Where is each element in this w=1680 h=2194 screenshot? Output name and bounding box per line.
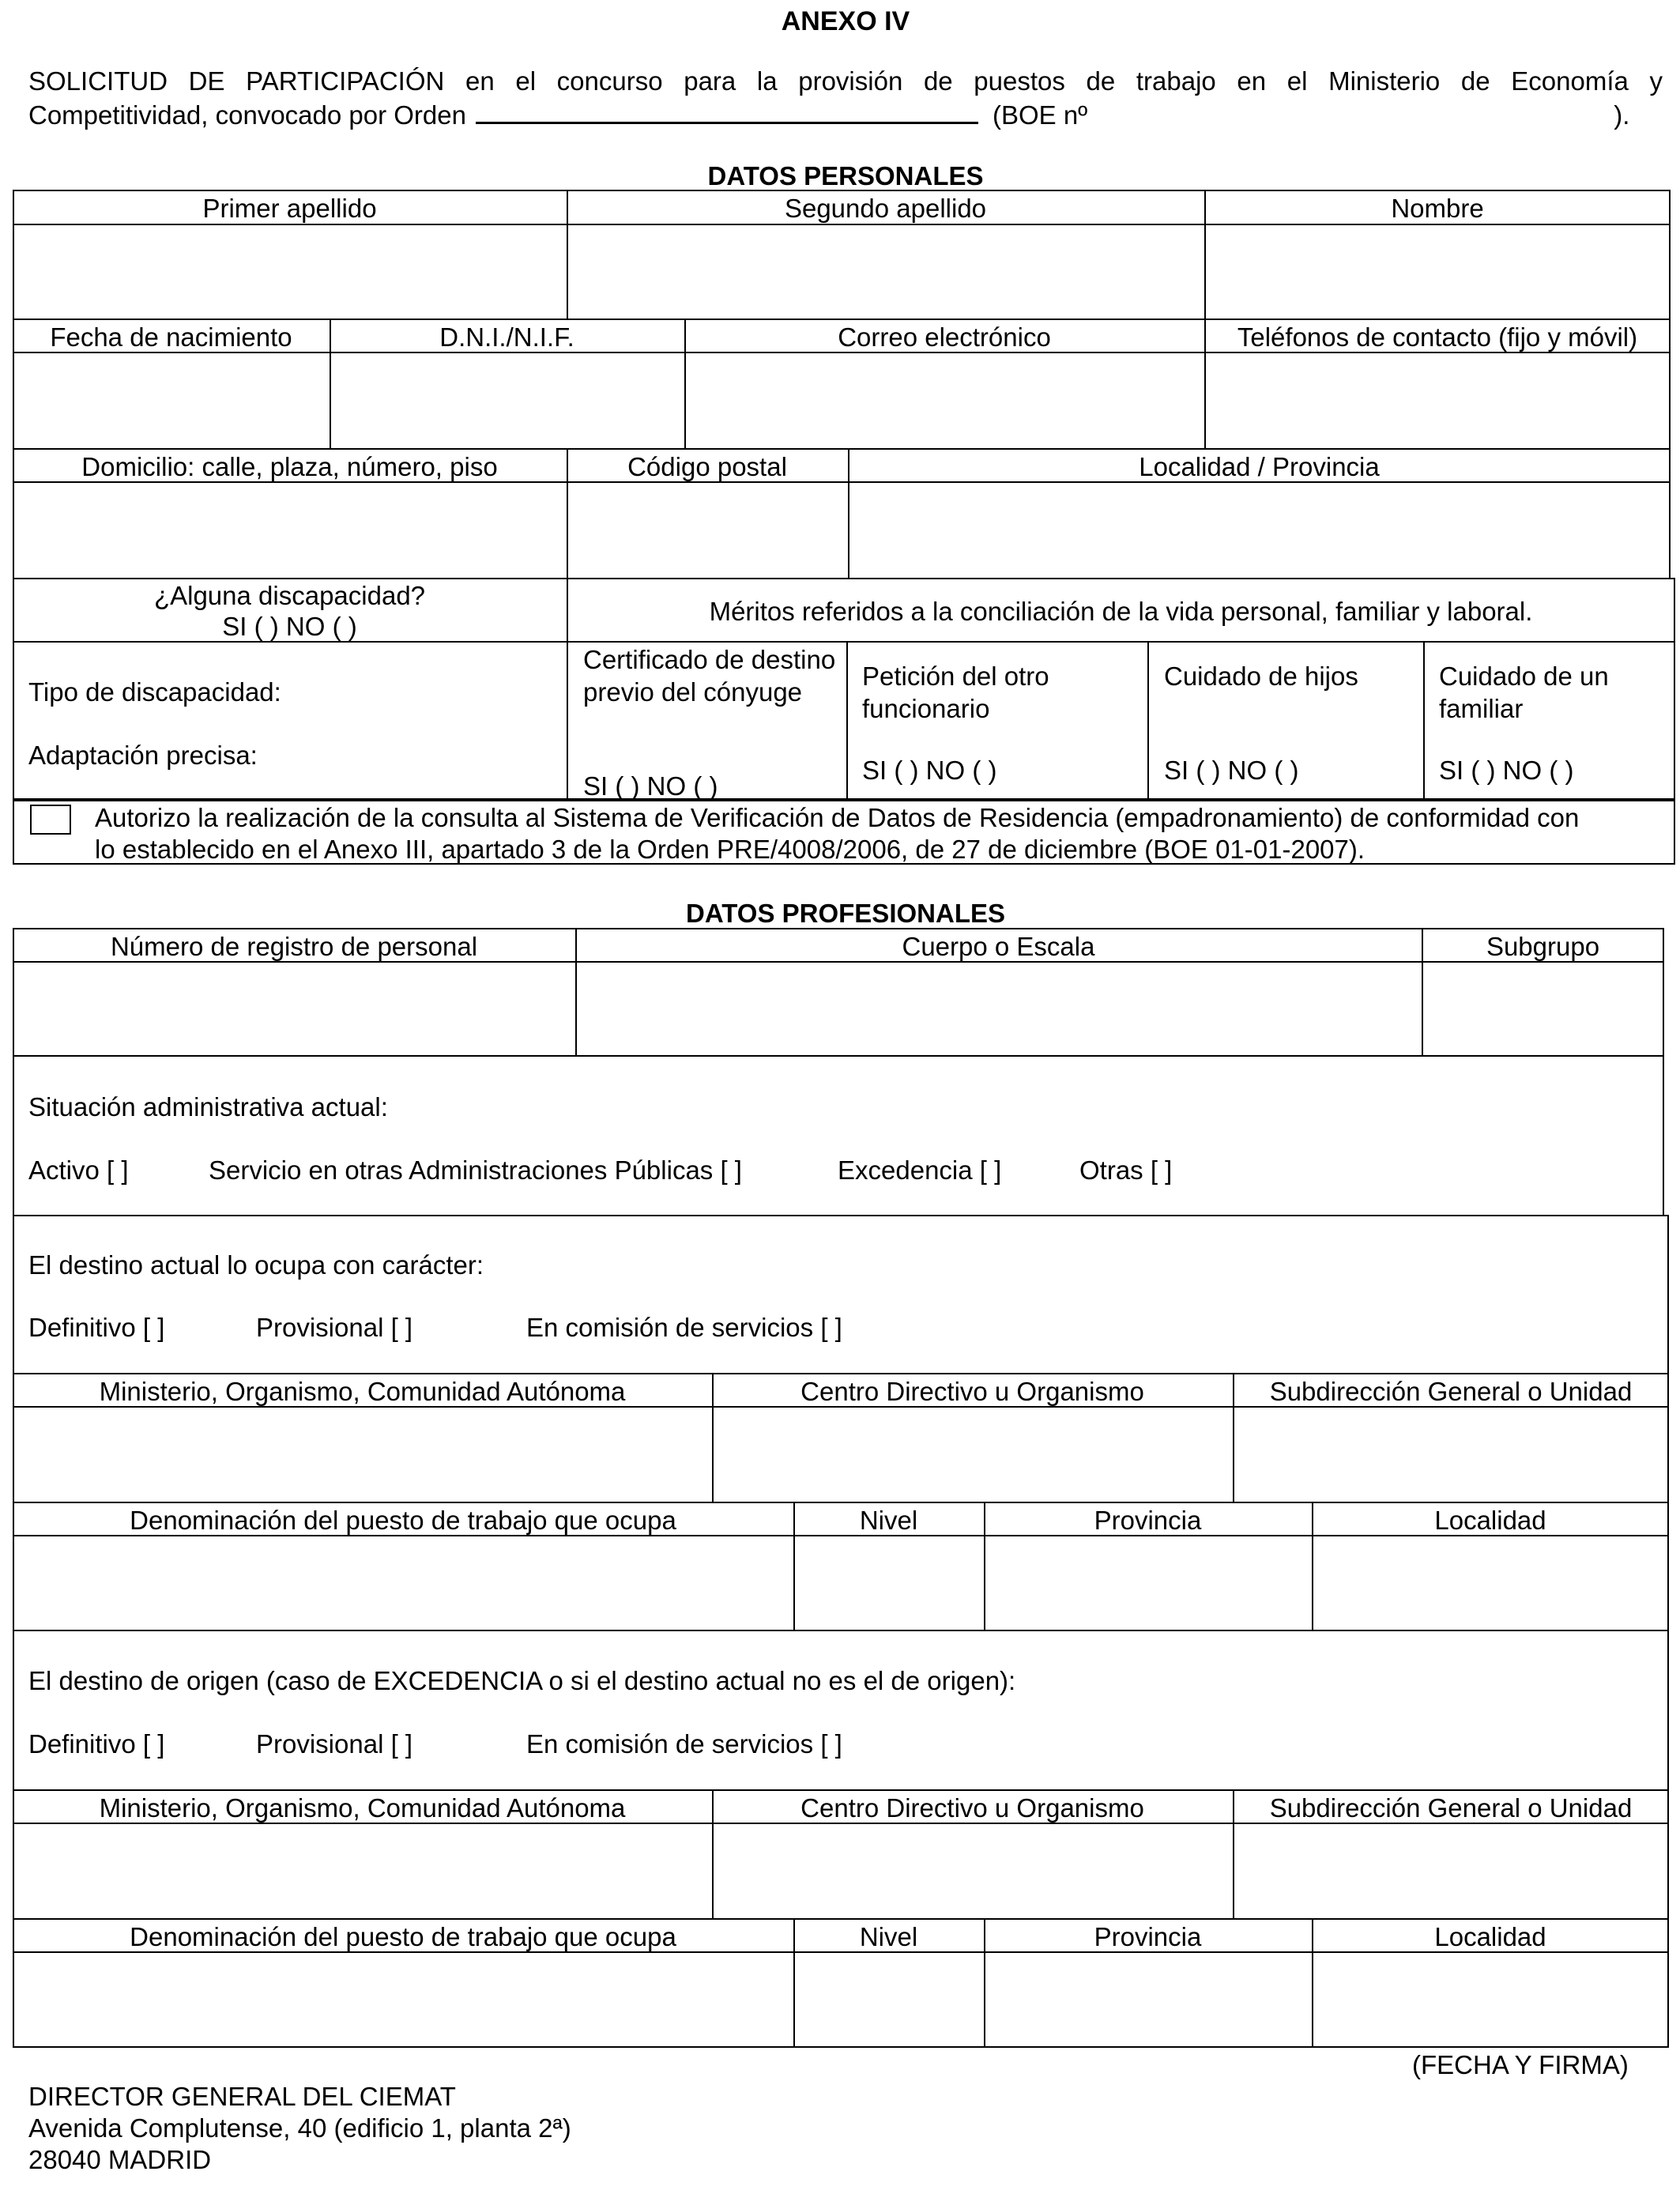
codigo-postal-field[interactable] bbox=[568, 483, 846, 578]
autorizo-checkbox[interactable] bbox=[30, 805, 71, 835]
correo-label: Correo electrónico bbox=[838, 322, 1051, 352]
actual-denominacion-label: Denominación del puesto de trabajo que ocupa bbox=[130, 1506, 676, 1535]
nrp-field[interactable] bbox=[14, 963, 574, 1055]
page-title: ANEXO IV bbox=[781, 6, 910, 36]
origen-centro-label: Centro Directivo u Organismo bbox=[800, 1793, 1144, 1823]
orden-field[interactable] bbox=[476, 98, 978, 124]
situacion-activo[interactable]: Activo [ ] bbox=[28, 1155, 129, 1185]
certificado-label: Certificado de destino previo del cónyuge bbox=[583, 645, 836, 707]
origen-nivel-label: Nivel bbox=[859, 1922, 918, 1951]
domicilio-label: Domicilio: calle, plaza, número, piso bbox=[81, 452, 498, 481]
subgrupo-field[interactable] bbox=[1423, 963, 1663, 1055]
destino-actual-comision[interactable]: En comisión de servicios [ ] bbox=[526, 1313, 842, 1342]
actual-centro-field[interactable] bbox=[714, 1408, 1231, 1500]
actual-centro-label: Centro Directivo u Organismo bbox=[800, 1377, 1144, 1406]
meritos-heading: Méritos referidos a la conciliación de la vida personal, familiar y laboral. bbox=[709, 597, 1533, 626]
actual-ministerio-label: Ministerio, Organismo, Comunidad Autónoma bbox=[99, 1377, 626, 1406]
origen-provincia-field[interactable] bbox=[985, 1953, 1310, 2046]
origen-localidad-field[interactable] bbox=[1313, 1953, 1667, 2046]
origen-ministerio-field[interactable] bbox=[14, 1824, 710, 1917]
destino-actual-provisional[interactable]: Provisional [ ] bbox=[256, 1313, 413, 1342]
situacion-label: Situación administrativa actual: bbox=[28, 1092, 388, 1122]
primer-apellido-label: Primer apellido bbox=[202, 194, 377, 223]
origen-denominacion-label: Denominación del puesto de trabajo que ocupa bbox=[130, 1922, 676, 1951]
actual-ministerio-field[interactable] bbox=[14, 1408, 710, 1500]
actual-subdireccion-label: Subdirección General o Unidad bbox=[1269, 1377, 1633, 1406]
primer-apellido-field[interactable] bbox=[14, 225, 565, 317]
autorizo-text-line-2: lo establecido en el Anexo III, apartado 3 de la Orden PRE/4008/2006, de 27 de diciembre (BOE 01-01-2007). bbox=[95, 835, 1365, 864]
discapacidad-options[interactable]: SI ( ) NO ( ) bbox=[222, 612, 357, 641]
intro-close: ). bbox=[1614, 100, 1630, 130]
datos-profesionales-heading: DATOS PROFESIONALES bbox=[686, 899, 1005, 928]
origen-subdireccion-label: Subdirección General o Unidad bbox=[1269, 1793, 1633, 1823]
cuidado-familiar-options[interactable]: SI ( ) NO ( ) bbox=[1439, 756, 1574, 785]
actual-localidad-label: Localidad bbox=[1434, 1506, 1546, 1535]
address-line-2: Avenida Complutense, 40 (edificio 1, planta 2ª) bbox=[28, 2113, 571, 2143]
peticion-options[interactable]: SI ( ) NO ( ) bbox=[862, 756, 997, 785]
dni-field[interactable] bbox=[331, 353, 683, 447]
origen-nivel-field[interactable] bbox=[795, 1953, 982, 2046]
correo-field[interactable] bbox=[686, 353, 1203, 447]
cuerpo-label: Cuerpo o Escala bbox=[902, 932, 1095, 961]
codigo-postal-label: Código postal bbox=[627, 452, 787, 481]
destino-actual-definitivo[interactable]: Definitivo [ ] bbox=[28, 1313, 165, 1342]
fecha-firma-label: (FECHA Y FIRMA) bbox=[1412, 2050, 1629, 2079]
datos-personales-heading: DATOS PERSONALES bbox=[707, 161, 984, 190]
fecha-nacimiento-label: Fecha de nacimiento bbox=[50, 322, 292, 352]
discapacidad-question: ¿Alguna discapacidad? bbox=[153, 581, 426, 610]
adaptacion-label: Adaptación precisa: bbox=[28, 741, 258, 770]
localidad-provincia-label: Localidad / Provincia bbox=[1139, 452, 1380, 481]
subgrupo-label: Subgrupo bbox=[1486, 932, 1600, 961]
situacion-box bbox=[13, 1055, 1664, 1216]
destino-origen-definitivo[interactable]: Definitivo [ ] bbox=[28, 1729, 165, 1759]
destino-origen-comision[interactable]: En comisión de servicios [ ] bbox=[526, 1729, 842, 1759]
origen-denominacion-field[interactable] bbox=[14, 1953, 792, 2046]
segundo-apellido-label: Segundo apellido bbox=[784, 194, 987, 223]
destino-origen-label: El destino de origen (caso de EXCEDENCIA o si el destino actual no es el de origen): bbox=[28, 1666, 1016, 1695]
intro-orden-label: Competitividad, convocado por Orden bbox=[28, 100, 466, 130]
situacion-servicio[interactable]: Servicio en otras Administraciones Públicas [ ] bbox=[209, 1155, 742, 1185]
tipo-discapacidad-label: Tipo de discapacidad: bbox=[28, 677, 281, 707]
segundo-apellido-field[interactable] bbox=[568, 225, 1203, 317]
situacion-otras[interactable]: Otras [ ] bbox=[1079, 1155, 1173, 1185]
peticion-label: Petición del otro funcionario bbox=[862, 662, 1049, 724]
origen-ministerio-label: Ministerio, Organismo, Comunidad Autónoma bbox=[99, 1793, 626, 1823]
localidad-provincia-field[interactable] bbox=[849, 483, 1669, 578]
origen-localidad-label: Localidad bbox=[1434, 1922, 1546, 1951]
cuidado-hijos-label: Cuidado de hijos bbox=[1164, 662, 1358, 691]
destino-origen-box bbox=[13, 1630, 1669, 1791]
nrp-label: Número de registro de personal bbox=[110, 932, 478, 961]
nombre-field[interactable] bbox=[1206, 225, 1669, 317]
actual-provincia-label: Provincia bbox=[1094, 1506, 1202, 1535]
origen-centro-field[interactable] bbox=[714, 1824, 1231, 1917]
actual-provincia-field[interactable] bbox=[985, 1536, 1310, 1630]
origen-provincia-label: Provincia bbox=[1094, 1922, 1202, 1951]
cuerpo-field[interactable] bbox=[577, 963, 1420, 1055]
fecha-nacimiento-field[interactable] bbox=[14, 353, 328, 447]
actual-subdireccion-field[interactable] bbox=[1234, 1408, 1667, 1500]
address-line-3: 28040 MADRID bbox=[28, 2145, 212, 2174]
autorizo-text-line-1: Autorizo la realización de la consulta al Sistema de Verificación de Datos de Residencia (empadronamiento) de conformidad con bbox=[95, 803, 1580, 832]
intro-boe-label: (BOE nº bbox=[992, 100, 1088, 130]
cuidado-familiar-label: Cuidado de un familiar bbox=[1439, 662, 1609, 724]
address-line-1: DIRECTOR GENERAL DEL CIEMAT bbox=[28, 2082, 456, 2111]
nombre-label: Nombre bbox=[1391, 194, 1484, 223]
telefonos-field[interactable] bbox=[1206, 353, 1669, 447]
actual-localidad-field[interactable] bbox=[1313, 1536, 1667, 1630]
actual-denominacion-field[interactable] bbox=[14, 1536, 792, 1630]
destino-actual-box bbox=[13, 1215, 1669, 1374]
actual-nivel-field[interactable] bbox=[795, 1536, 982, 1630]
telefonos-label: Teléfonos de contacto (fijo y móvil) bbox=[1237, 322, 1638, 352]
destino-origen-provisional[interactable]: Provisional [ ] bbox=[256, 1729, 413, 1759]
domicilio-field[interactable] bbox=[14, 483, 565, 578]
destino-actual-label: El destino actual lo ocupa con carácter: bbox=[28, 1250, 484, 1280]
situacion-excedencia[interactable]: Excedencia [ ] bbox=[838, 1155, 1002, 1185]
dni-label: D.N.I./N.I.F. bbox=[439, 322, 574, 352]
origen-subdireccion-field[interactable] bbox=[1234, 1824, 1667, 1917]
intro-line-2 bbox=[28, 98, 1629, 131]
intro-line-1: SOLICITUD DE PARTICIPACIÓN en el concurso para la provisión de puestos de trabajo en el Ministerio de Economía y bbox=[28, 66, 1663, 96]
cuidado-hijos-options[interactable]: SI ( ) NO ( ) bbox=[1164, 756, 1299, 785]
certificado-options[interactable]: SI ( ) NO ( ) bbox=[583, 771, 718, 801]
actual-nivel-label: Nivel bbox=[859, 1506, 918, 1535]
